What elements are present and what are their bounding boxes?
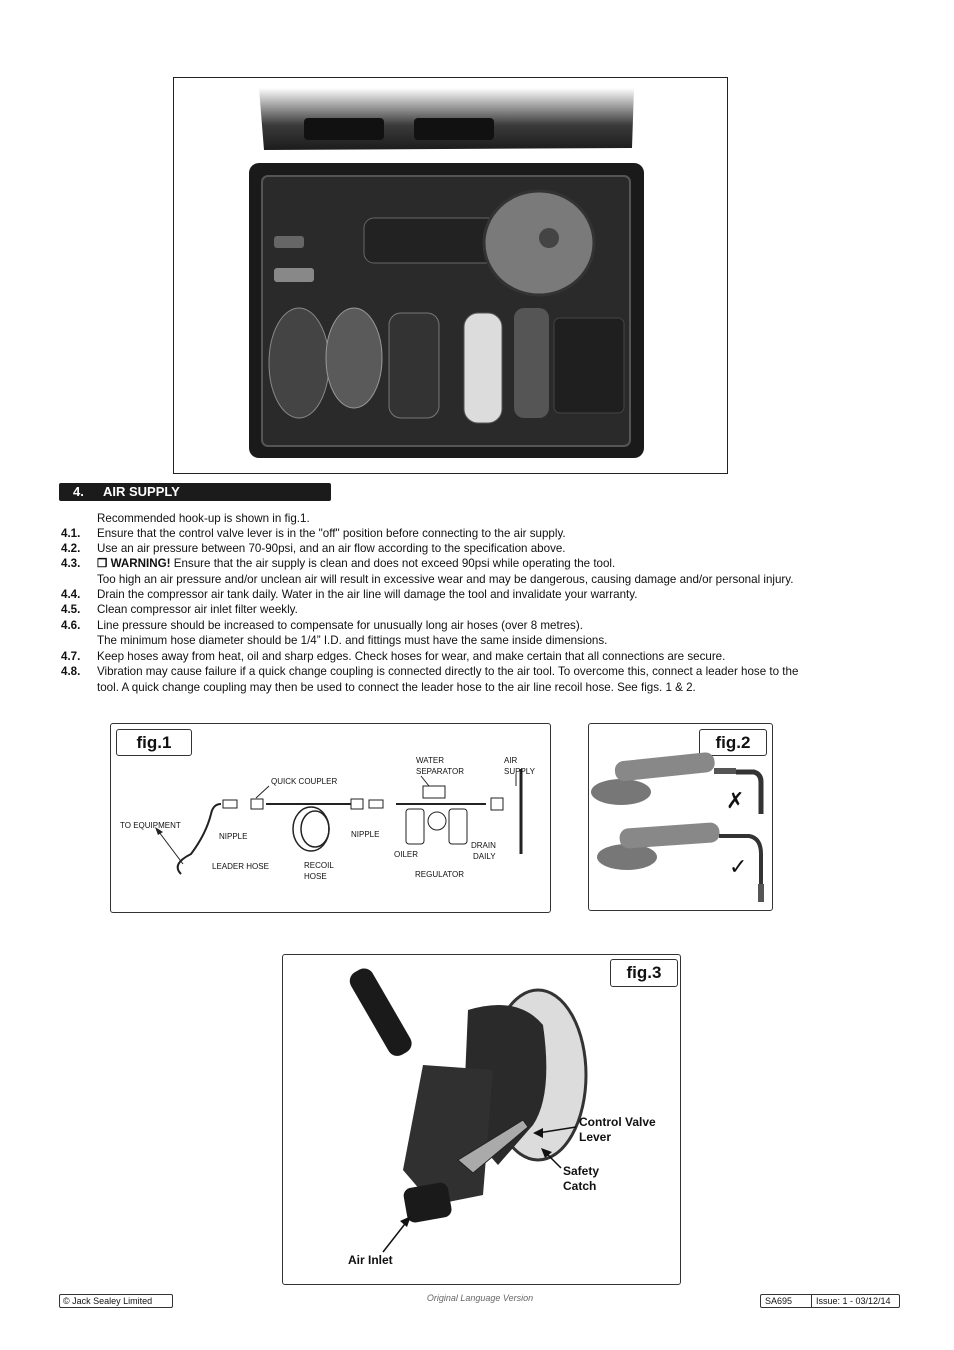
- paragraph-text: Drain the compressor air tank daily. Water in the air line will damage the tool and invalidate your warranty.: [97, 588, 638, 601]
- label-to-equipment: TO EQUIPMENT: [120, 821, 181, 830]
- label-water-separator-line2: SEPARATOR: [416, 767, 465, 776]
- right-mark-icon: ✓: [729, 855, 748, 880]
- fig3-label: fig.3: [610, 959, 678, 987]
- label-air-supply-line2: SUPPLY: [504, 767, 535, 776]
- copyright-text: © Jack Sealey Limited: [63, 1296, 153, 1306]
- paragraph-number: 4.6.: [61, 619, 81, 632]
- footer-copyright: [59, 1294, 173, 1308]
- fig2-coupling-comparison: [588, 723, 773, 911]
- paragraph-number: 4.4.: [61, 588, 81, 601]
- label-nipple-right: NIPPLE: [351, 830, 380, 839]
- label-recoil-hose-line2: HOSE: [304, 872, 327, 881]
- paragraph-number: 4.7.: [61, 650, 81, 663]
- paragraph-text: Keep hoses away from heat, oil and sharp edges. Check hoses for wear, and make certain that all connections are secure.: [97, 650, 726, 663]
- label-quick-coupler: QUICK COUPLER: [271, 777, 338, 786]
- paragraph-text: [97, 556, 897, 571]
- paragraph-text: Vibration may cause failure if a quick change coupling is connected directly to the air tool. To overcome this, connect a leader hose to the: [97, 665, 799, 678]
- fig1-air-hookup-diagram: [110, 723, 551, 913]
- label-nipple-left: NIPPLE: [219, 832, 248, 841]
- warning-text: Ensure that the air supply is clean and does not exceed 90psi while operating the tool.: [170, 557, 616, 570]
- callout-safety-catch-line2: Catch: [563, 1179, 597, 1193]
- paragraph-number: 4.8.: [61, 665, 81, 678]
- callout-control-valve-line2: Lever: [579, 1130, 612, 1144]
- paragraph-text: The minimum hose diameter should be 1/4” I.D. and fittings must have the same inside dimensions.: [97, 634, 608, 647]
- paragraph-text: tool. A quick change coupling may then be used to connect the leader hose to the air line recoil hose. See figs. 1 & 2.: [97, 681, 696, 694]
- fig1-label: fig.1: [116, 729, 192, 756]
- paragraph-text: Ensure that the control valve lever is in the "off" position before connecting to the air supply.: [97, 527, 566, 540]
- footer-issue-box: [760, 1294, 900, 1308]
- paragraph-number: 4.2.: [61, 542, 81, 555]
- paragraph-text: Use an air pressure between 70-90psi, and an air flow according to the specification above.: [97, 542, 566, 555]
- wrong-mark-icon: ✗: [726, 789, 745, 814]
- section-title: AIR SUPPLY: [103, 484, 180, 499]
- footer-language-note: Original Language Version: [426, 1293, 534, 1303]
- tool-case-photo: [173, 77, 728, 474]
- fig2-label: fig.2: [699, 729, 767, 756]
- label-recoil-hose-line1: RECOIL: [304, 861, 334, 870]
- paragraph-number: 4.5.: [61, 603, 81, 616]
- label-drain-daily-line1: DRAIN: [471, 841, 496, 850]
- footer-divider: [811, 1295, 812, 1307]
- section-header-air-supply: [59, 483, 331, 501]
- callout-air-inlet: Air Inlet: [348, 1253, 393, 1267]
- paragraph-text: Too high an air pressure and/or unclean air will result in excessive wear and may be dangerous, causing damage and/or personal injury.: [97, 573, 794, 586]
- label-oiler: OILER: [394, 850, 419, 859]
- section-number: 4.: [73, 484, 84, 499]
- paragraph-text: Recommended hook-up is shown in fig.1.: [97, 512, 310, 525]
- model-number: SA695: [765, 1296, 793, 1306]
- paragraph-text: Line pressure should be increased to compensate for unusually long air hoses (over 8 metres).: [97, 619, 583, 632]
- label-drain-daily-line2: DAILY: [473, 852, 496, 861]
- callout-control-valve-line1: Control Valve: [579, 1115, 656, 1129]
- label-air-supply-line1: AIR: [504, 756, 518, 765]
- paragraph-text: Clean compressor air inlet filter weekly.: [97, 603, 298, 616]
- callout-safety-catch-line1: Safety: [563, 1164, 600, 1178]
- label-water-separator-line1: WATER: [416, 756, 444, 765]
- label-regulator: REGULATOR: [415, 870, 465, 879]
- label-leader-hose: LEADER HOSE: [212, 862, 269, 871]
- issue-date: Issue: 1 - 03/12/14: [816, 1296, 891, 1306]
- paragraph-number: 4.1.: [61, 527, 81, 540]
- fig3-grinder-controls: [282, 954, 681, 1285]
- warning-label: ❒ WARNING!: [97, 557, 171, 570]
- paragraph-number: 4.3.: [61, 557, 81, 570]
